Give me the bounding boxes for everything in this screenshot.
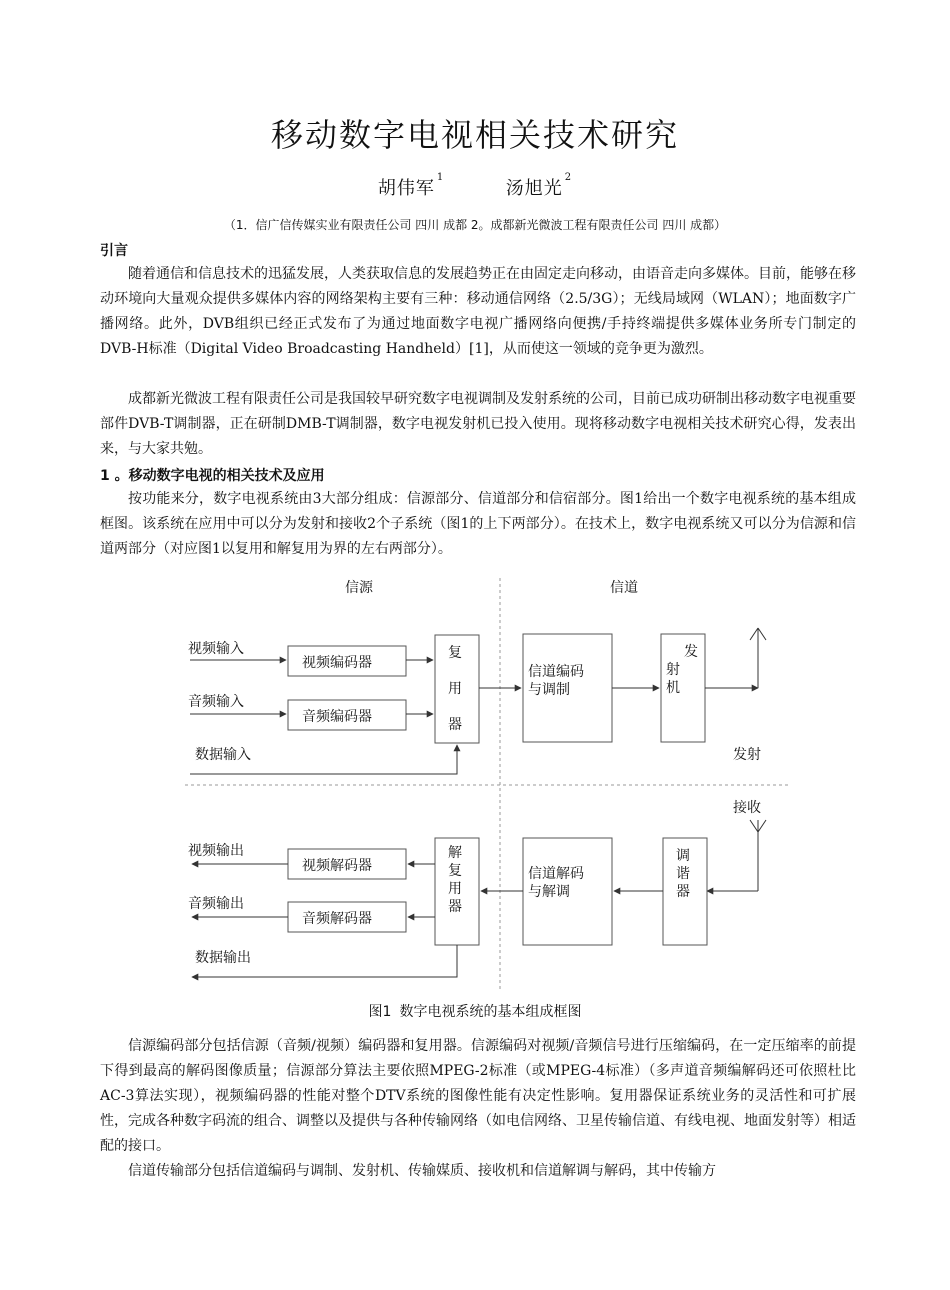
label-data-output: 数据输出: [195, 950, 251, 966]
audio-decoder-label: 音频解码器: [302, 911, 372, 927]
affiliation: （1．信广信传媒实业有限责任公司 四川 成都 2。成都新光微波工程有限责任公司 四川 成都）: [223, 218, 727, 232]
transmitter-label-2: 射: [666, 662, 680, 678]
label-audio-output: 音频输出: [188, 896, 244, 912]
author-name: 汤旭光: [505, 178, 563, 199]
caption-label: 图1: [368, 1004, 392, 1020]
channel-coding-label-2: 与调制: [528, 682, 570, 698]
label-audio-input: 音频输入: [188, 694, 244, 710]
channel-decoding-label-2: 与解调: [528, 884, 570, 900]
mux-label-3: 器: [448, 717, 462, 733]
figure-1-block-diagram: [0, 570, 950, 990]
tuner-label-1: 调: [676, 848, 690, 864]
section-heading-intro: 引言: [100, 243, 128, 259]
paragraph-body-1: 信源编码部分包括信源（音频/视频）编码器和复用器。信源编码对视频/音频信号进行压缩编码，在一定压缩率的前提下得到最高的解码图像质量；信源部分算法主要依照MPEG-2标准（或MPEG-4标准）（多声道音频编解码还可依照杜比AC-3算法实现），视频编码器的性能对整个DTV系统的图像性能有决定性影响。复用器保证系统业务的灵活性和可扩展性，完成各种数字码流的组合、调整以及提供与各种传输网络（如电信网络、卫星传输信道、有线电视、地面发射等）相适配的接口。: [100, 1038, 856, 1154]
demux-label-1: 解: [448, 845, 462, 861]
author-1: [378, 174, 444, 200]
paragraph-intro-1: 随着通信和信息技术的迅猛发展，人类获取信息的发展趋势正在由固定走向移动，由语音走向多媒体。目前，能够在移动环境向大量观众提供多媒体内容的网络架构主要有三种：移动通信网络（2.5/3G）；无线局域网（WLAN）；地面数字广播网络。此外，DVB组织已经正式发布了为通过地面数字电视广播网络向便携/手持终端提供多媒体业务所专门制定的DVB-H标准（Digital Video Broadcasting Handheld）[1]，从而使这一领域的竞争更为激烈。: [100, 266, 856, 357]
figure-1-caption: [0, 1001, 950, 1021]
demux-label-4: 器: [448, 899, 462, 915]
audio-encoder-label: 音频编码器: [302, 709, 372, 725]
caption-text: 数字电视系统的基本组成框图: [399, 1004, 582, 1020]
video-encoder-label: 视频编码器: [302, 655, 372, 671]
paper-title: 移动数字电视相关技术研究: [270, 116, 679, 154]
mux-label-1: 复: [448, 645, 462, 661]
label-channel: 信道: [610, 580, 638, 596]
receive-antenna-icon: [750, 820, 766, 891]
mux-label-2: 用: [448, 681, 462, 697]
label-source: 信源: [345, 580, 373, 596]
paragraph-intro-2: 成都新光微波工程有限责任公司是我国较早研究数字电视调制及发射系统的公司，目前已成功研制出移动数字电视重要部件DVB-T调制器，正在研制DMB-T调制器，数字电视发射机已投入使用。现将移动数字电视相关技术研究心得，发表出来，与大家共勉。: [100, 391, 856, 457]
label-receive: 接收: [733, 800, 761, 816]
author-mark: 2: [564, 172, 573, 183]
channel-coding-label-1: 信道编码: [528, 664, 584, 680]
label-transmit: 发射: [733, 747, 761, 763]
tuner-label-2: 谐: [676, 866, 690, 882]
transmitter-label-3: 机: [666, 680, 680, 696]
paragraph-section1-1: 按功能来分，数字电视系统由3大部分组成：信源部分、信道部分和信宿部分。图1给出一个数字电视系统的基本组成框图。该系统在应用中可以分为发射和接收2个子系统（图1的上下两部分）。在技术上，数字电视系统又可以分为信源和信道两部分（对应图1以复用和解复用为界的左右两部分）。: [100, 491, 856, 557]
video-decoder-label: 视频解码器: [302, 858, 372, 874]
transmitter-label-1: 发: [684, 644, 698, 660]
section-heading-1: 1 。移动数字电视的相关技术及应用: [100, 468, 325, 484]
author-line: [0, 174, 950, 200]
label-video-input: 视频输入: [188, 641, 244, 657]
paragraph-body-2: 信道传输部分包括信道编码与调制、发射机、传输媒质、接收机和信道解调与解码，其中传输方: [128, 1163, 716, 1179]
demux-label-3: 用: [448, 881, 462, 897]
channel-decoding-label-1: 信道解码: [528, 866, 584, 882]
author-2: [506, 174, 572, 200]
label-video-output: 视频输出: [188, 843, 244, 859]
demux-label-2: 复: [448, 863, 462, 879]
author-mark: 1: [436, 172, 445, 183]
tuner-label-3: 器: [676, 884, 690, 900]
label-data-input: 数据输入: [195, 747, 251, 763]
transmit-antenna-icon: [750, 628, 766, 688]
author-name: 胡伟军: [377, 178, 435, 199]
